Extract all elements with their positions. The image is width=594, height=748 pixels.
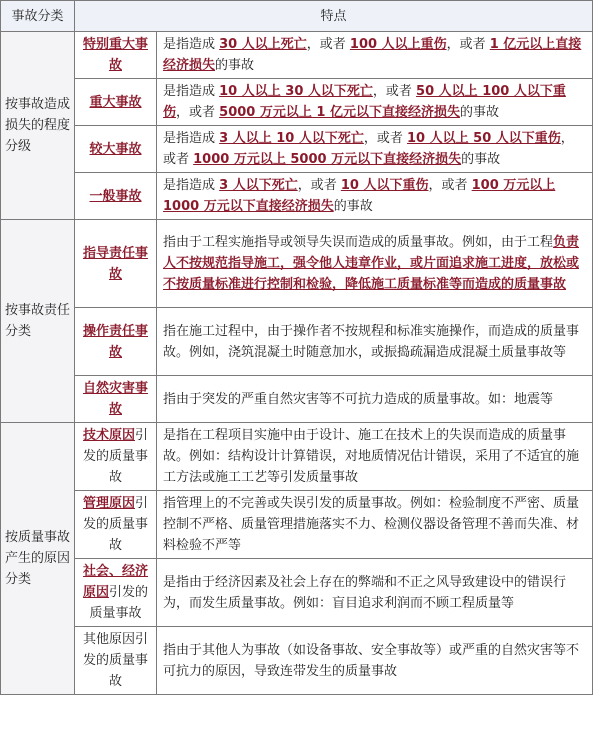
table-row [1,126,593,173]
plain-text: 引发的质量事故 [89,585,149,621]
table-row [1,220,593,308]
highlighted-text: 5000 万元以上 1 亿元以下直接经济损失 [219,105,460,120]
category-cell: 按质量事故产生的原因分类 [1,423,75,695]
plain-text: 是指在工程项目实施中由于设计、施工在技术上的失误而造成的质量事故。例如：结构设计计算错误，对地质情况估计错误，采用了不适宜的施工方法或施工工艺等引发质量事故 [163,428,580,485]
plain-text: 的事故 [459,105,499,120]
feature-description-cell [157,491,593,559]
table-row [1,376,593,423]
plain-text: 指在施工过程中，由于操作者不按规程和标准实施操作，而造成的质量事故。例如，浇筑混凝土时随意加水，或振捣疏漏造成混凝土质量事故等 [163,323,580,360]
plain-text: 引发的质量事故 [82,496,149,553]
highlighted-text: 10 人以上 30 人以下死亡 [219,84,373,99]
highlighted-text: 1 亿元以上直接经济损失 [163,37,582,73]
plain-text: ，或者 [163,131,574,167]
highlighted-text: 指导责任事故 [82,245,148,282]
highlighted-text: 10 人以下重伤 [340,178,429,193]
highlighted-text: 3 人以下死亡 [219,178,298,193]
header-features: 特点 [75,1,593,32]
plain-text: 是指造成 [163,131,220,146]
table-row [1,559,593,627]
highlighted-text: 1000 万元以上 5000 万元以下直接经济损失 [193,152,462,167]
highlighted-text: 较大事故 [89,141,142,157]
table-row [1,627,593,695]
accident-type-cell [75,559,157,627]
plain-text: 指由于突发的严重自然灾害等不可抗力造成的质量事故。如：地震等 [163,391,554,407]
highlighted-text: 10 人以上 50 人以下重伤 [407,131,561,146]
accident-type-cell [75,220,157,308]
table-row [1,423,593,491]
plain-text: 引发的质量事故 [82,428,149,485]
highlighted-text: 30 人以上死亡 [219,37,307,52]
feature-description-cell [157,32,593,79]
plain-text: 指由于其他人为事故（如设备事故、安全事故等）或严重的自然灾害等不可抗力的原因，导致连带发生的质量事故 [163,642,580,679]
feature-description-cell [157,126,593,173]
highlighted-text: 3 人以上 10 人以下死亡 [219,131,364,146]
table-row [1,79,593,126]
highlighted-text: 50 人以上 100 人以下重伤 [163,84,566,120]
table-header-row [1,1,593,32]
category-cell: 按事故造成损失的程度分级 [1,32,75,220]
accident-type-cell [75,423,157,491]
highlighted-text: 100 人以上重伤 [349,37,447,52]
feature-description-cell [157,79,593,126]
highlighted-text: 一般事故 [89,188,142,204]
accident-type-cell [75,79,157,126]
plain-text: 指管理上的不完善或失误引发的质量事故。例如：检验制度不严密、质量控制不严格、质量管理措施落实不力、检测仪器设备管理不善而失准、材料检验不严等 [163,496,580,553]
header-category: 事故分类 [1,1,75,32]
accident-type-cell [75,376,157,423]
table-row [1,32,593,79]
accident-type-cell [75,32,157,79]
accident-type-cell [75,491,157,559]
highlighted-text: 技术原因 [82,428,135,443]
plain-text: 的事故 [215,58,255,73]
feature-description-cell [157,220,593,308]
table-row [1,491,593,559]
highlighted-text: 特别重大事故 [82,37,148,73]
plain-text: 是指造成 [163,84,220,99]
accident-type-cell [75,173,157,220]
plain-text: 的事故 [461,152,501,167]
plain-text: ，或者 [428,178,472,193]
table-row [1,308,593,376]
plain-text: 其他原因引发的质量事故 [82,632,148,689]
highlighted-text: 100 万元以上 1000 万元以下直接经济损失 [163,178,556,214]
highlighted-text: 管理原因 [82,496,135,511]
plain-text: 是指造成 [163,37,220,52]
highlighted-text: 重大事故 [89,94,142,110]
feature-description-cell [157,376,593,423]
plain-text: ，或者 [372,84,417,99]
accident-type-cell [75,627,157,695]
plain-text: ，或者 [446,37,490,52]
table-row [1,173,593,220]
plain-text: ，或者 [306,37,350,52]
plain-text: 是指由于经济因素及社会上存在的弊端和不正之风导致建设中的错误行为，而发生质量事故。例如：盲目追求利润而不顾工程质量等 [163,574,567,611]
feature-description-cell [157,423,593,491]
plain-text: 是指造成 [163,178,220,193]
category-cell: 按事故责任分类 [1,220,75,423]
feature-description-cell [157,559,593,627]
plain-text: 的事故 [333,199,373,214]
feature-description-cell [157,173,593,220]
highlighted-text: 社会、经济原因 [82,564,148,600]
plain-text: 指由于工程实施指导或领导失误而造成的质量事故。例如，由于工程 [163,235,554,250]
highlighted-text: 操作责任事故 [82,323,148,360]
accident-type-cell [75,126,157,173]
highlighted-text: 自然灾害事故 [82,381,148,417]
plain-text: ，或者 [297,178,341,193]
feature-description-cell [157,627,593,695]
highlighted-text: 负责人不按规范指导施工，强令他人违章作业，或片面追求施工进度，放松或不按质量标准进行控制和检验，降低施工质量标准等而造成的质量事故 [163,235,580,292]
feature-description-cell [157,308,593,376]
plain-text: ，或者 [176,105,220,120]
table-body [1,32,593,695]
accident-type-cell [75,308,157,376]
plain-text: ，或者 [363,131,407,146]
